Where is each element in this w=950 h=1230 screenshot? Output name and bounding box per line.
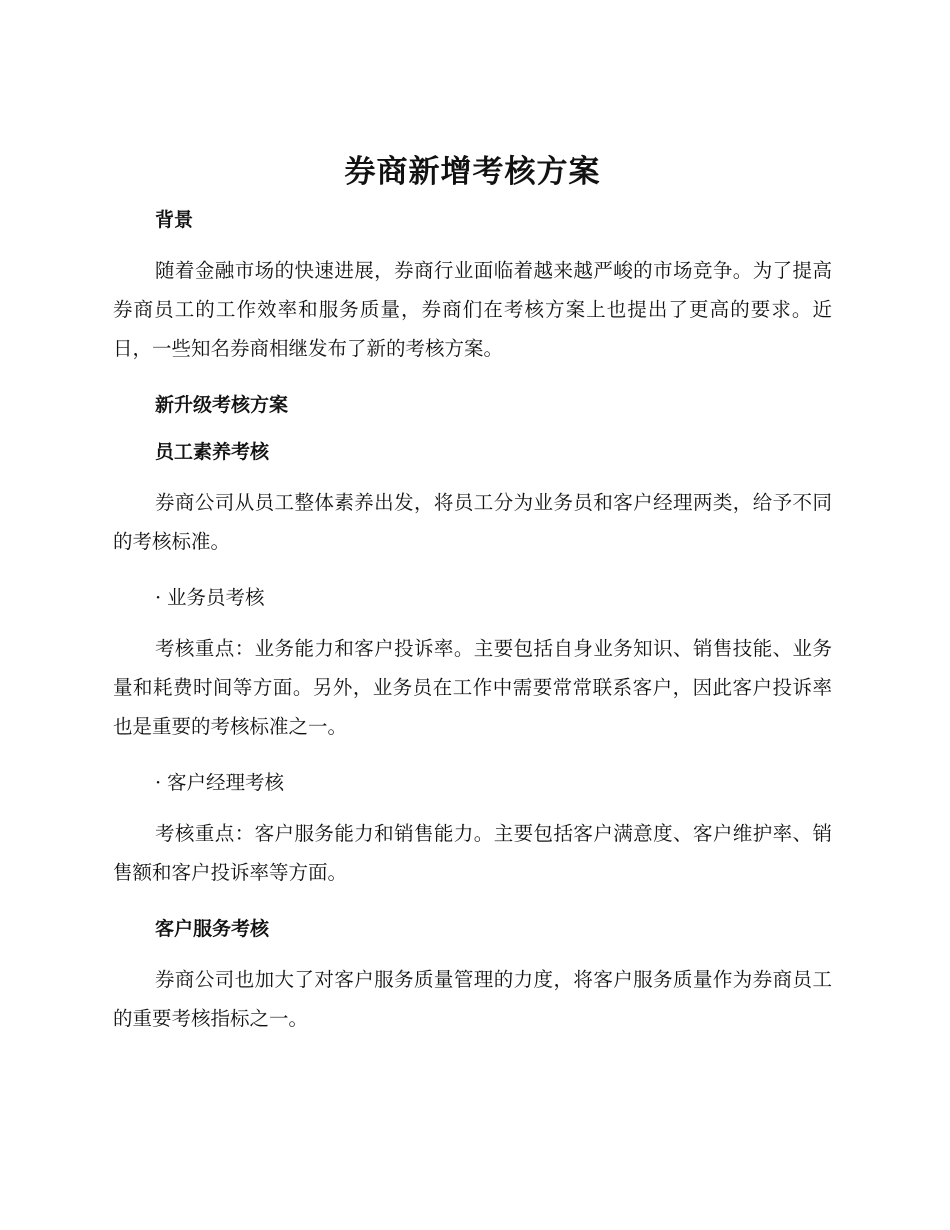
heading-new-plan: 新升级考核方案 — [155, 394, 289, 416]
bullet-dot-icon: · — [155, 771, 162, 794]
paragraph-background: 随着金融市场的快速进展，券商行业面临着越来越严峻的市场竞争。为了提高券商员工的工作效率和服务质量，券商们在考核方案上也提出了更高的要求。近日，一些知名券商相继发布了新的考核方案。 — [113, 259, 832, 360]
bullet-salesman-label: 业务员考核 — [167, 586, 265, 609]
bullet-manager — [113, 767, 832, 799]
document-title: 券商新增考核方案 — [344, 154, 601, 190]
heading-staff-quality: 员工素养考核 — [155, 441, 270, 463]
paragraph-staff-quality: 券商公司从员工整体素养出发，将员工分为业务员和客户经理两类，给予不同的考核标准。 — [113, 491, 832, 553]
bullet-manager-label: 客户经理考核 — [167, 771, 285, 794]
bullet-dot-icon: · — [155, 586, 162, 609]
bullet-salesman — [113, 582, 832, 614]
paragraph-customer-service: 券商公司也加大了对客户服务质量管理的力度，将客户服务质量作为券商员工的重要考核指标之一。 — [113, 968, 832, 1030]
paragraph-manager: 考核重点：客户服务能力和销售能力。主要包括客户满意度、客户维护率、销售额和客户投诉率等方面。 — [113, 822, 832, 884]
heading-background: 背景 — [155, 209, 194, 231]
heading-customer-service: 客户服务考核 — [155, 918, 270, 940]
paragraph-salesman: 考核重点：业务能力和客户投诉率。主要包括自身业务知识、销售技能、业务量和耗费时间等方面。另外，业务员在工作中需要常常联系客户，因此客户投诉率也是重要的考核标准之一。 — [113, 637, 832, 738]
